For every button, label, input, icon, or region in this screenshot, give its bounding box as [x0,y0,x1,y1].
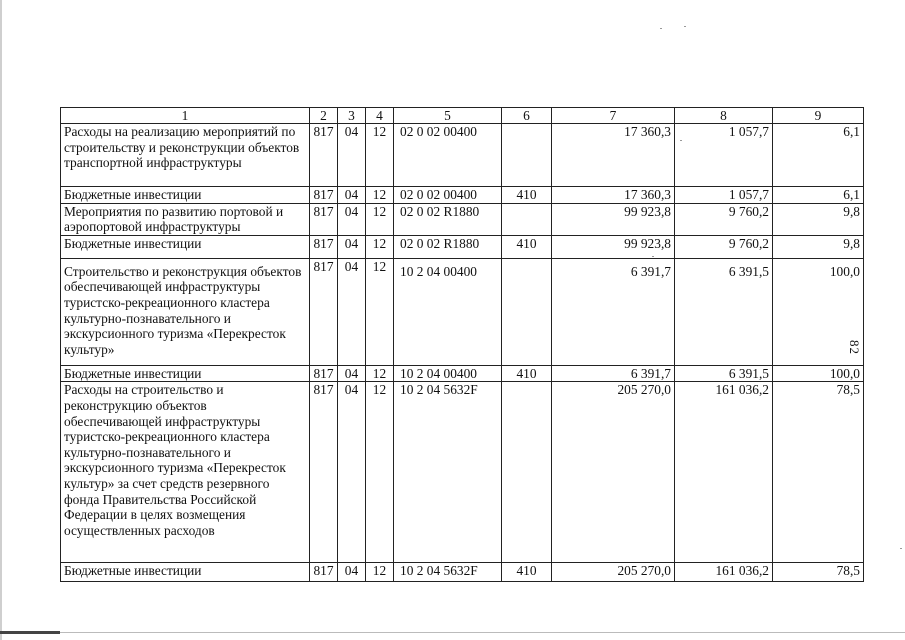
cell-name: Строительство и реконструкция объектов обеспечивающей инфраструктуры туристско-рекреационного кластера культурно-познавательного и экскурсионного туризма «Перекресток культур» [61,258,310,365]
column-header: 6 [502,108,552,124]
cell-admin: 817 [310,187,338,204]
cell-percent: 78,5 [773,563,864,582]
cell-name: Бюджетные инвестиции [61,365,310,382]
cell-section: 04 [338,187,366,204]
cell-percent: 6,1 [773,187,864,204]
cell-executed: 1 057,7 [675,124,773,187]
column-header: 8 [675,108,773,124]
cell-admin: 817 [310,235,338,258]
cell-executed: 6 391,5 [675,365,773,382]
cell-exp-type: 410 [502,235,552,258]
column-header: 7 [552,108,675,124]
cell-section: 04 [338,365,366,382]
cell-subsection: 12 [366,258,394,365]
cell-approved: 6 391,7 [552,365,675,382]
cell-subsection: 12 [366,365,394,382]
cell-section: 04 [338,382,366,563]
cell-target: 10 2 04 5632F [394,563,502,582]
cell-executed: 1 057,7 [675,187,773,204]
cell-approved: 205 270,0 [552,382,675,563]
budget-table [60,107,864,582]
cell-target: 02 0 02 R1880 [394,235,502,258]
cell-admin: 817 [310,563,338,582]
cell-admin: 817 [310,382,338,563]
cell-section: 04 [338,203,366,235]
column-header: 9 [773,108,864,124]
cell-section: 04 [338,235,366,258]
table-row [61,235,864,258]
cell-section: 04 [338,258,366,365]
cell-subsection: 12 [366,124,394,187]
cell-percent: 6,1 [773,124,864,187]
table-row [61,203,864,235]
cell-executed: 161 036,2 [675,382,773,563]
cell-approved: 17 360,3 [552,187,675,204]
cell-target: 10 2 04 00400 [394,258,502,365]
scan-speck [660,28,662,29]
scan-bottom-mark [0,631,60,634]
column-header: 2 [310,108,338,124]
cell-name: Бюджетные инвестиции [61,187,310,204]
cell-executed: 6 391,5 [675,258,773,365]
cell-approved: 17 360,3 [552,124,675,187]
cell-executed: 9 760,2 [675,203,773,235]
cell-section: 04 [338,124,366,187]
table-row [61,124,864,187]
cell-executed: 161 036,2 [675,563,773,582]
table-header-row [61,108,864,124]
cell-approved: 99 923,8 [552,235,675,258]
table-row [61,382,864,563]
cell-target: 10 2 04 5632F [394,382,502,563]
cell-percent: 9,8 [773,235,864,258]
cell-subsection: 12 [366,187,394,204]
cell-name: Расходы на строительство и реконструкцию объектов обеспечивающей инфраструктуры туристско-рекреационного кластера культурно-познавательного и экскурсионного туризма «Перекресток культур» за счет средств резервного фонда Правительства Российской Федерации в целях возмещения осуществленных расходов [61,382,310,563]
cell-target: 02 0 02 R1880 [394,203,502,235]
column-header: 3 [338,108,366,124]
cell-target: 02 0 02 00400 [394,187,502,204]
column-header: 5 [394,108,502,124]
cell-exp-type: 410 [502,563,552,582]
cell-subsection: 12 [366,382,394,563]
cell-admin: 817 [310,203,338,235]
cell-exp-type: 410 [502,365,552,382]
cell-admin: 817 [310,258,338,365]
table-row [61,365,864,382]
cell-admin: 817 [310,365,338,382]
scan-bottom-line [0,632,905,633]
cell-subsection: 12 [366,563,394,582]
cell-subsection: 12 [366,203,394,235]
cell-subsection: 12 [366,235,394,258]
cell-exp-type [502,382,552,563]
cell-approved: 6 391,7 [552,258,675,365]
cell-exp-type [502,124,552,187]
cell-percent: 9,8 [773,203,864,235]
cell-admin: 817 [310,124,338,187]
cell-target: 02 0 02 00400 [394,124,502,187]
cell-name: Расходы на реализацию мероприятий по строительству и реконструкции объектов транспортной инфраструктуры [61,124,310,187]
cell-name: Бюджетные инвестиции [61,235,310,258]
table-row [61,258,864,365]
column-header: 1 [61,108,310,124]
cell-percent: 100,0 [773,365,864,382]
cell-exp-type: 410 [502,187,552,204]
scan-speck [900,548,902,549]
cell-executed: 9 760,2 [675,235,773,258]
cell-approved: 205 270,0 [552,563,675,582]
table-row [61,187,864,204]
cell-target: 10 2 04 00400 [394,365,502,382]
table-row [61,563,864,582]
cell-exp-type [502,203,552,235]
cell-name: Бюджетные инвестиции [61,563,310,582]
column-header: 4 [366,108,394,124]
cell-approved: 99 923,8 [552,203,675,235]
scan-speck [684,26,686,27]
cell-name: Мероприятия по развитию портовой и аэропортовой инфраструктуры [61,203,310,235]
cell-exp-type [502,258,552,365]
cell-percent: 100,0 [773,258,864,365]
page-number: 82 [847,340,862,355]
scan-edge [0,0,2,640]
cell-percent: 78,5 [773,382,864,563]
cell-section: 04 [338,563,366,582]
